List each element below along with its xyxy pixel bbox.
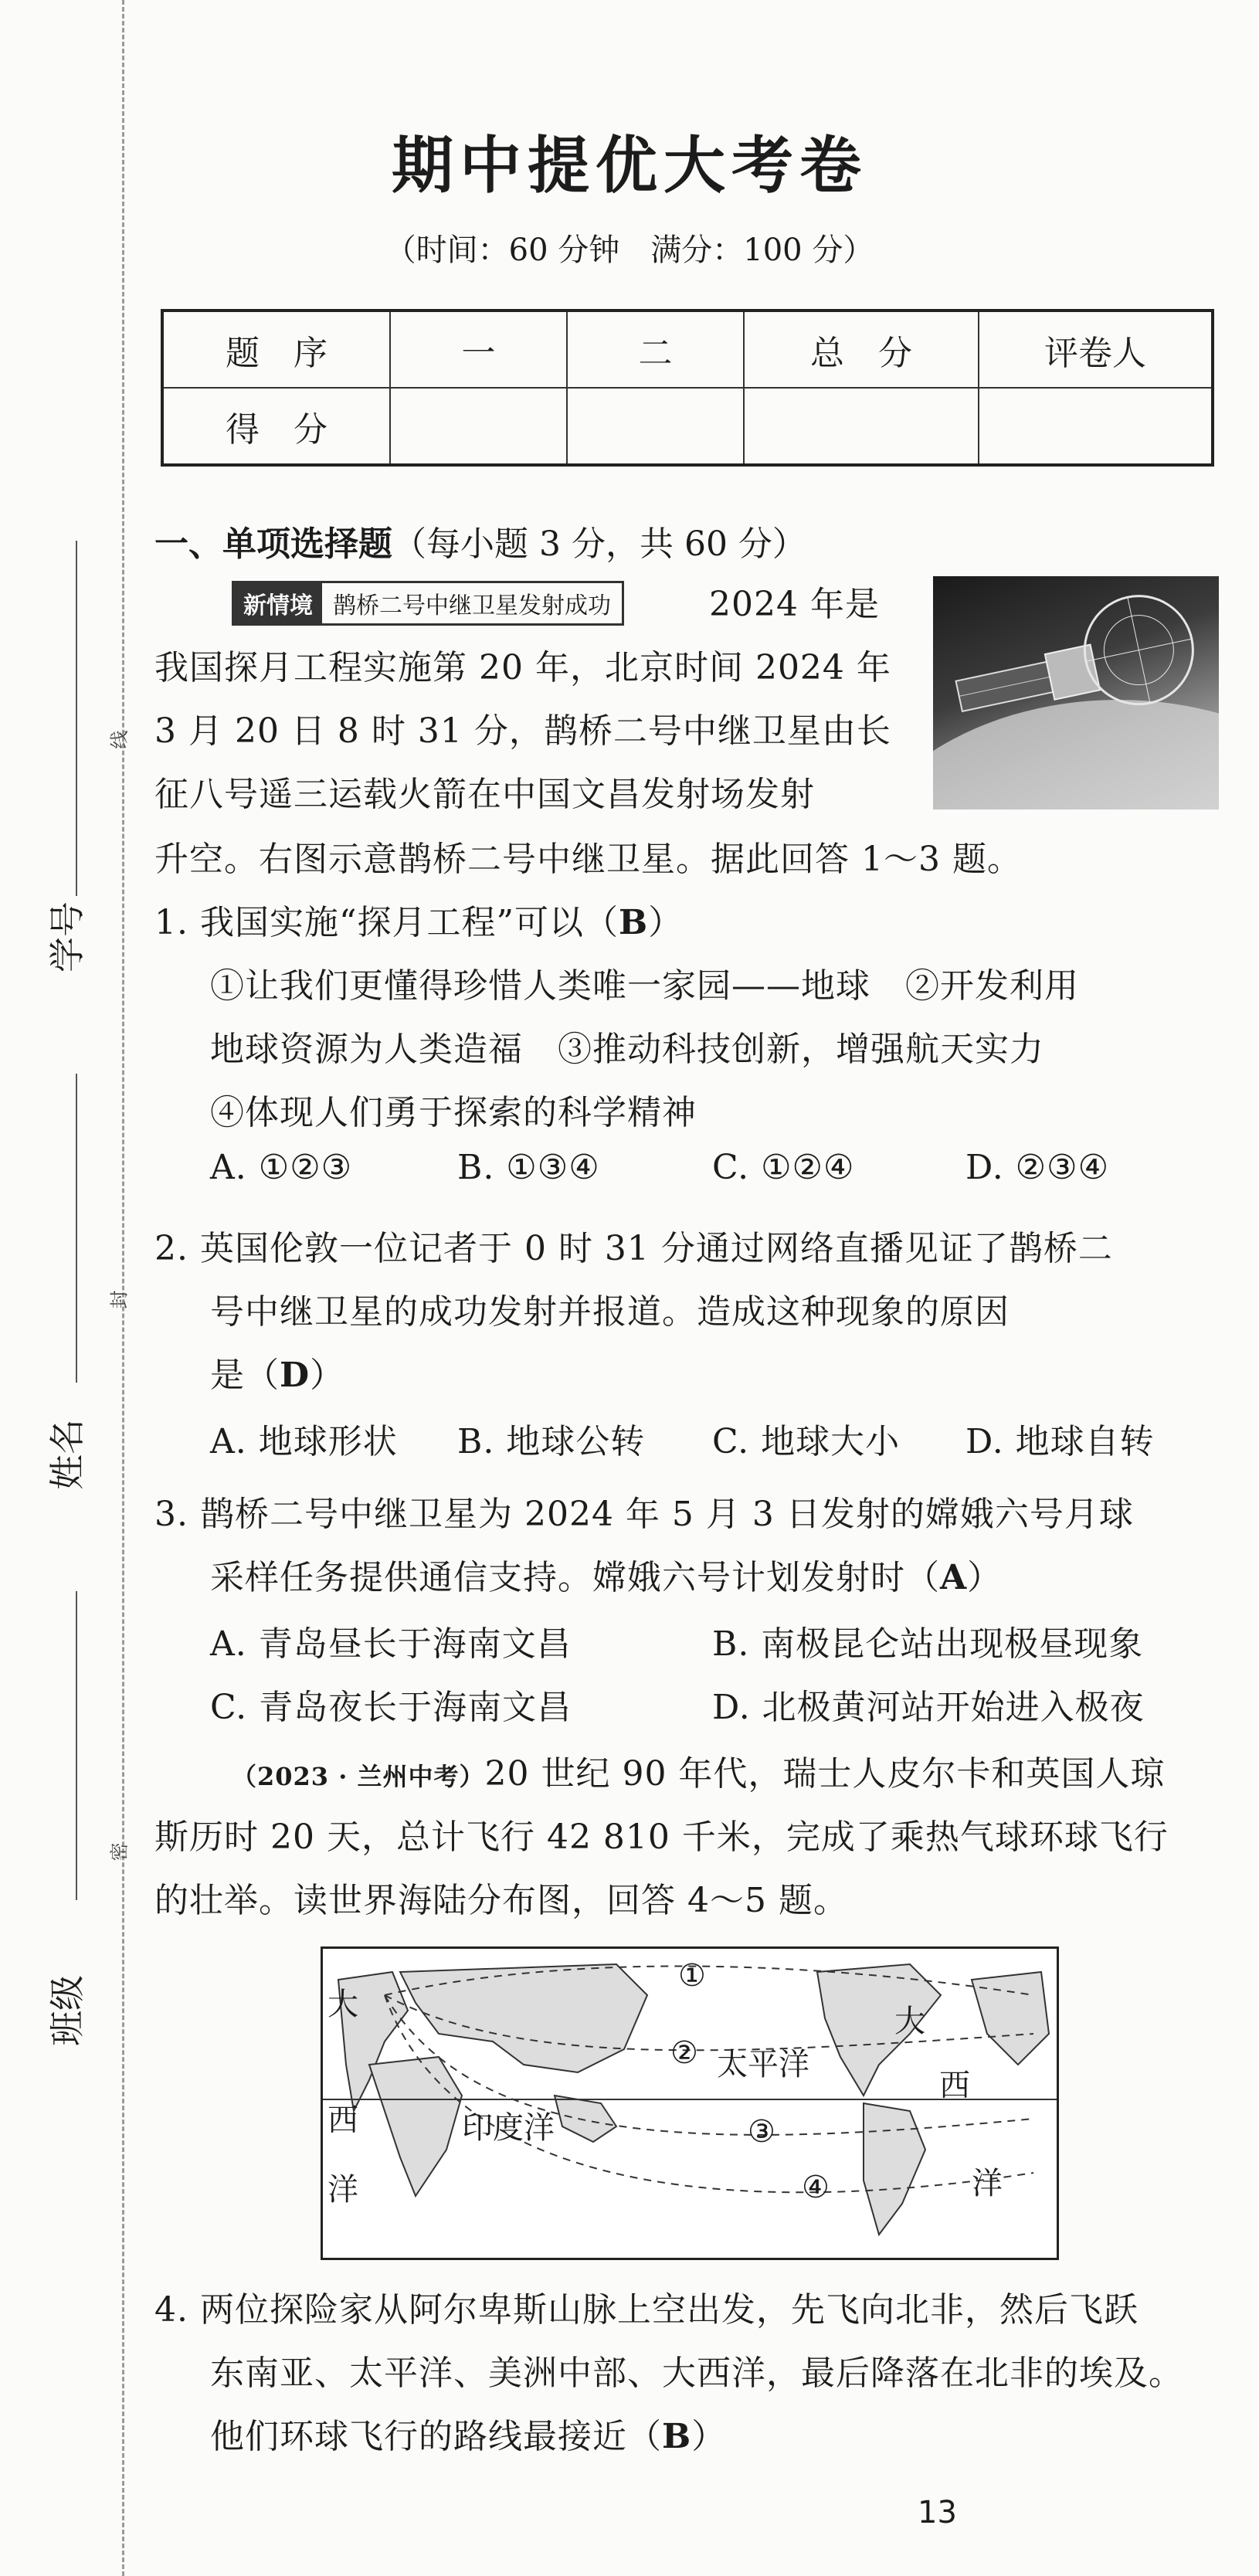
context-line: 的壮举。读世界海陆分布图，回答 4～5 题。 (154, 1881, 848, 1920)
q3-option-a: A. 青岛昼长于海南文昌 (210, 1624, 572, 1664)
student-no-rule (76, 541, 77, 896)
context-line: 20 世纪 90 年代，瑞士人皮尔卡和英国人琼 (484, 1754, 1166, 1794)
question-stem: 英国伦敦一位记者于 0 时 31 分通过网络直播见证了鹊桥二 (199, 1229, 1113, 1268)
score-input-cell[interactable] (979, 388, 1213, 465)
student-no-label: 学号 (46, 901, 88, 972)
q4-stem-last (210, 2408, 726, 2458)
score-cell: 评卷人 (979, 311, 1213, 388)
route-label-3: ③ (748, 2114, 775, 2150)
ocean-label-atlantic-5: 洋 (972, 2166, 1003, 2201)
question-1 (154, 894, 683, 944)
section-heading (154, 516, 806, 565)
world-map (321, 1946, 1059, 2260)
q2-option-a: A. 地球形状 (210, 1422, 398, 1461)
binding-mark-xian: 线 (108, 730, 131, 749)
context-line: 斯历时 20 天，总计飞行 42 810 千米，完成了乘热气球环球飞行 (154, 1817, 1169, 1857)
score-cell: 得 分 (162, 388, 390, 465)
context-line: 征八号遥三运载火箭在中国文昌发射场发射 (154, 775, 815, 814)
question-stem: 鹊桥二号中继卫星为 2024 年 5 月 3 日发射的嫦娥六号月球 (199, 1495, 1134, 1534)
q3-stem-last (210, 1549, 1002, 1599)
ocean-label-atlantic-6: 大 (894, 2004, 925, 2039)
q1-statement-line: 地球资源为人类造福 ③推动科技创新，增强航天实力 (210, 1030, 1044, 1069)
context-line: 3 月 20 日 8 时 31 分，鹊桥二号中继卫星由长 (154, 711, 891, 751)
question-bracket: ） (310, 1356, 345, 1395)
context-line: 2024 年是 (709, 585, 880, 624)
q1-statement-line: ④体现人们勇于探索的科学精神 (210, 1093, 697, 1132)
score-cell: 总 分 (744, 311, 979, 388)
q2-option-d: D. 地球自转 (965, 1422, 1155, 1461)
score-cell: 题 序 (162, 311, 390, 388)
binding-mark-feng: 封 (108, 1290, 131, 1309)
question-number: 1. (154, 903, 188, 942)
tag-light-label: 鹊桥二号中继卫星发射成功 (333, 592, 611, 619)
score-table-score-row (162, 388, 1213, 465)
question-stem: 两位探险家从阿尔卑斯山脉上空出发，先飞向北非，然后飞跃 (199, 2290, 1139, 2330)
page-number: 13 (918, 2495, 957, 2530)
answer-letter: B (618, 903, 649, 942)
question-4 (154, 2282, 1139, 2331)
ocean-label-pacific: 太平洋 (717, 2047, 809, 2082)
new-context-tag (232, 581, 624, 626)
question-number: 3. (154, 1495, 188, 1534)
context-line: 我国探月工程实施第 20 年，北京时间 2024 年 (154, 648, 891, 687)
context-line: 升空。右图示意鹊桥二号中继卫星。据此回答 1～3 题。 (154, 840, 1022, 879)
q2-stem-line: 号中继卫星的成功发射并报道。造成这种现象的原因 (210, 1292, 1010, 1332)
name-rule (76, 1074, 77, 1383)
ocean-label-atlantic-3: 洋 (327, 2172, 358, 2208)
question-bracket: ） (648, 903, 684, 942)
name-label: 姓名 (46, 1419, 88, 1490)
q2-stem-last (210, 1347, 344, 1397)
question-stem: 采样任务提供通信支持。嫦娥六号计划发射时（ (210, 1558, 940, 1597)
answer-letter: D (280, 1356, 311, 1395)
score-cell: 二 (567, 311, 744, 388)
class-rule (76, 1591, 77, 1900)
section-points: （每小题 3 分，共 60 分） (392, 524, 806, 564)
satellite-illustration (933, 576, 1219, 809)
section-title: 一、单项选择题 (154, 524, 392, 564)
q1-option-b: B. ①③④ (457, 1148, 600, 1187)
score-input-cell[interactable] (744, 388, 979, 465)
question-stem: 他们环球飞行的路线最接近（ (210, 2417, 662, 2456)
ocean-label-atlantic-1: 大 (327, 1987, 358, 2022)
route-label-1: ① (678, 1958, 706, 1994)
score-input-cell[interactable] (567, 388, 744, 465)
context2-first-line (232, 1746, 1165, 1795)
route-label-4: ④ (802, 2170, 830, 2205)
q4-stem-line: 东南亚、太平洋、美洲中部、大西洋，最后降落在北非的埃及。 (210, 2354, 1183, 2393)
question-bracket: ） (691, 2417, 727, 2456)
score-cell: 一 (390, 311, 567, 388)
question-2 (154, 1220, 1113, 1270)
score-table-header-row (162, 311, 1213, 388)
question-stem: 我国实施“探月工程”可以（ (199, 903, 619, 942)
question-bracket: ） (967, 1558, 1003, 1597)
binding-dashed-line (122, 0, 124, 2576)
ocean-label-atlantic-2: 西 (327, 2103, 358, 2138)
source-note: （2023 · 兰州中考） (232, 1762, 485, 1791)
q3-option-d: D. 北极黄河站开始进入极夜 (712, 1688, 1145, 1727)
question-number: 2. (154, 1229, 188, 1268)
q1-option-c: C. ①②④ (712, 1148, 855, 1187)
question-number: 4. (154, 2290, 188, 2330)
binding-mark-mi: 密 (108, 1842, 131, 1862)
q2-option-b: B. 地球公转 (457, 1422, 646, 1461)
q1-statement-line: ①让我们更懂得珍惜人类唯一家园——地球 ②开发利用 (210, 966, 1079, 1006)
question-3 (154, 1486, 1134, 1536)
q1-option-d: D. ②③④ (965, 1148, 1110, 1187)
question-stem: 是（ (210, 1356, 280, 1395)
q2-option-c: C. 地球大小 (712, 1422, 901, 1461)
q3-option-c: C. 青岛夜长于海南文昌 (210, 1688, 572, 1727)
class-label: 班级 (46, 1975, 88, 2046)
answer-letter: B (662, 2417, 692, 2456)
tag-dark-label: 新情境 (234, 583, 322, 623)
score-input-cell[interactable] (390, 388, 567, 465)
q1-option-a: A. ①②③ (210, 1148, 353, 1187)
ocean-label-indian: 印度洋 (462, 2110, 555, 2146)
exam-subtitle: （时间：60 分钟 满分：100 分） (385, 232, 874, 268)
score-table (161, 309, 1214, 467)
answer-letter: A (940, 1558, 968, 1597)
q3-option-b: B. 南极昆仑站出现极昼现象 (712, 1624, 1144, 1664)
satellite-photo (933, 576, 1219, 809)
exam-title: 期中提优大考卷 (392, 130, 867, 202)
ocean-label-atlantic-4: 西 (939, 2068, 970, 2103)
route-label-2: ② (670, 2035, 698, 2071)
